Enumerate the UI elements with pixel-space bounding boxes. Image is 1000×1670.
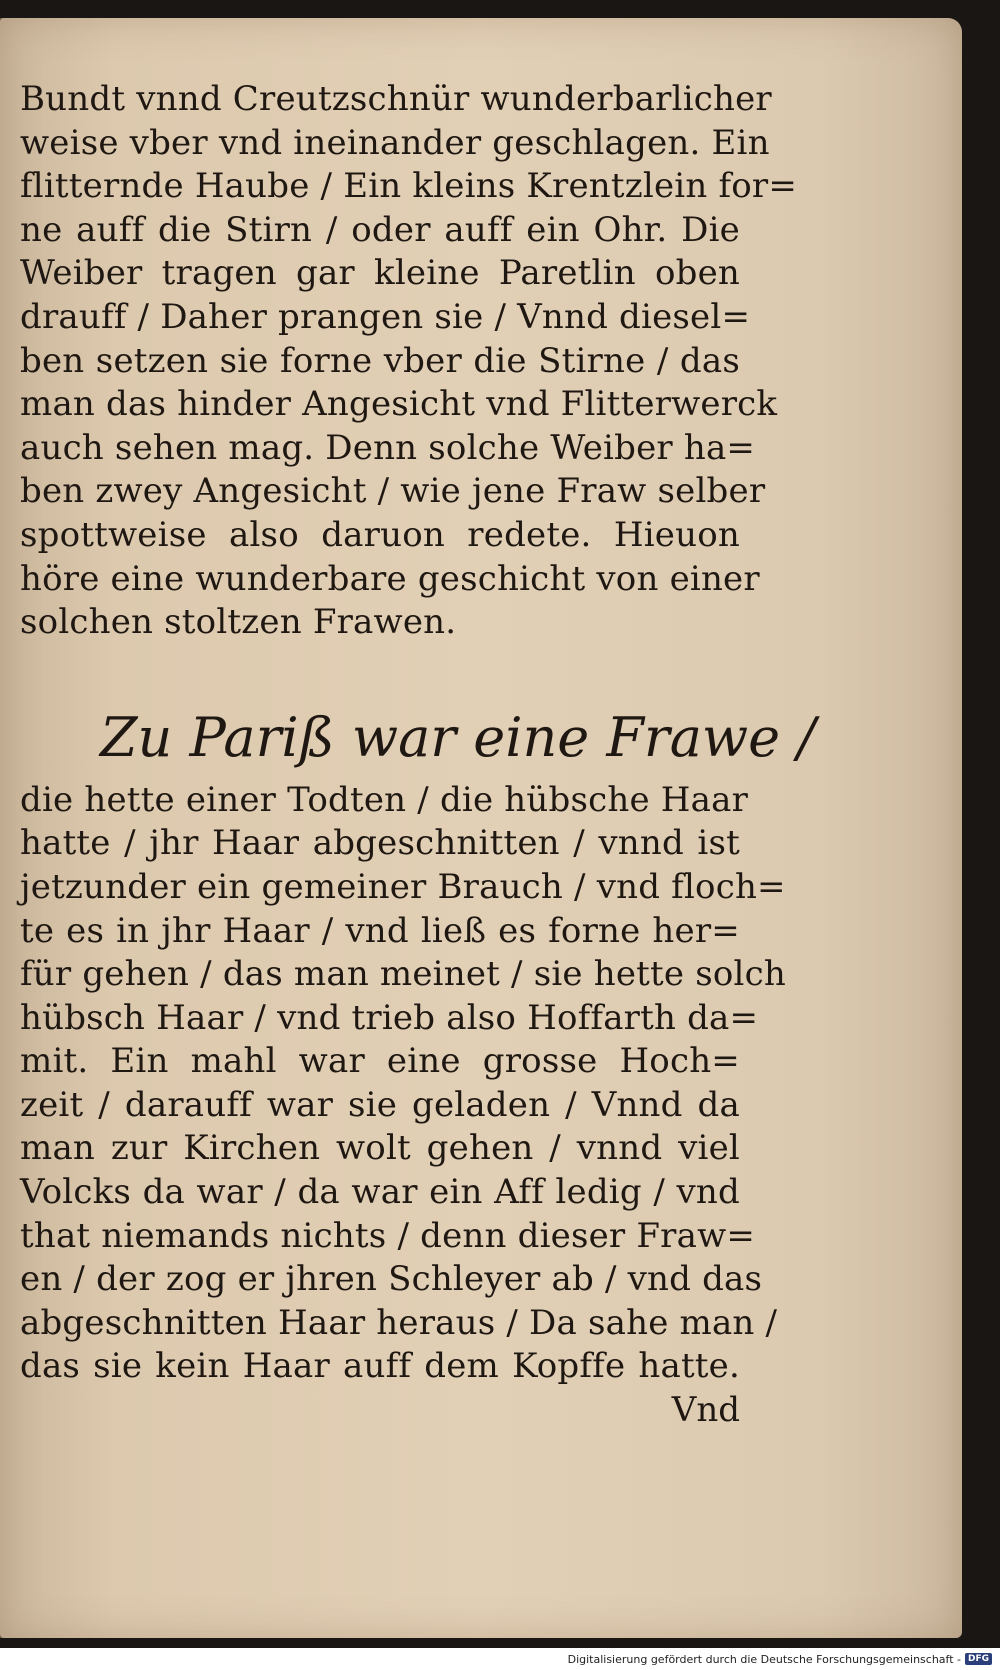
text-line: mit. Ein mahl war eine grosse Hoch= [20, 1041, 740, 1082]
catchword: Vnd [671, 1390, 740, 1431]
text-line: höre eine wunderbare geschicht von einer [20, 558, 760, 599]
text-line: solchen stoltzen Frawen. [20, 602, 457, 643]
text-line: zeit / darauff war sie geladen / Vnnd da [20, 1084, 740, 1125]
text-line: man das hinder Angesicht vnd Flitterwerck [20, 384, 778, 425]
text-line: spottweise also daruon redete. Hieuon [20, 514, 740, 555]
dfg-logo: DFG [965, 1653, 992, 1665]
text-line: ben zwey Angesicht / wie jene Fraw selber [20, 471, 766, 512]
text-line: Volcks da war / da war ein Aff ledig / vnd [20, 1172, 740, 1213]
text-line: auch sehen mag. Denn solche Weiber ha= [20, 427, 756, 468]
text-line: that niemands nichts / denn dieser Fraw= [20, 1215, 756, 1256]
text-line: Bundt vnnd Creutzschnür wunderbarlicher [20, 79, 772, 119]
text-line: en / der zog er jhren Schleyer ab / vnd das [20, 1259, 763, 1300]
text-line: das sie kein Haar auff dem Kopffe hatte. [20, 1346, 740, 1387]
footer-text: Digitalisierung gefördert durch die Deutsche Forschungsgemeinschaft - [567, 1652, 961, 1666]
page-text [20, 78, 816, 1433]
text-line: weise vber vnd ineinander geschlagen. Ein [20, 122, 770, 163]
text-line: abgeschnitten Haar heraus / Da sahe man / [20, 1302, 778, 1343]
text-line: für gehen / das man meinet / sie hette solch [20, 954, 786, 995]
text-line: ben setzen sie forne vber die Stirne / das [20, 340, 740, 381]
text-line: flitternde Haube / Ein kleins Krentzlein for= [20, 166, 798, 207]
text-line: ne auff die Stirn / oder auff ein Ohr. Die [20, 209, 740, 250]
text-line: te es in jhr Haar / vnd ließ es forne her= [20, 910, 740, 951]
text-line: hatte / jhr Haar abgeschnitten / vnnd ist [20, 823, 740, 864]
text-line: die hette einer Todten / die hübsche Haar [20, 779, 749, 820]
text-line: Weiber tragen gar kleine Paretlin oben [20, 253, 740, 294]
section-heading: Zu Pariß war eine Frawe / [100, 705, 816, 769]
paragraph-2 [20, 779, 786, 1389]
paragraph-1 [20, 78, 798, 645]
digitization-footer [0, 1648, 1000, 1670]
text-line: jetzunder ein gemeiner Brauch / vnd floch= [20, 866, 786, 907]
text-line: drauff / Daher prangen sie / Vnnd diesel= [20, 296, 751, 337]
text-line: man zur Kirchen wolt gehen / vnnd viel [20, 1128, 740, 1169]
text-line: hübsch Haar / vnd trieb also Hoffarth da= [20, 997, 759, 1038]
